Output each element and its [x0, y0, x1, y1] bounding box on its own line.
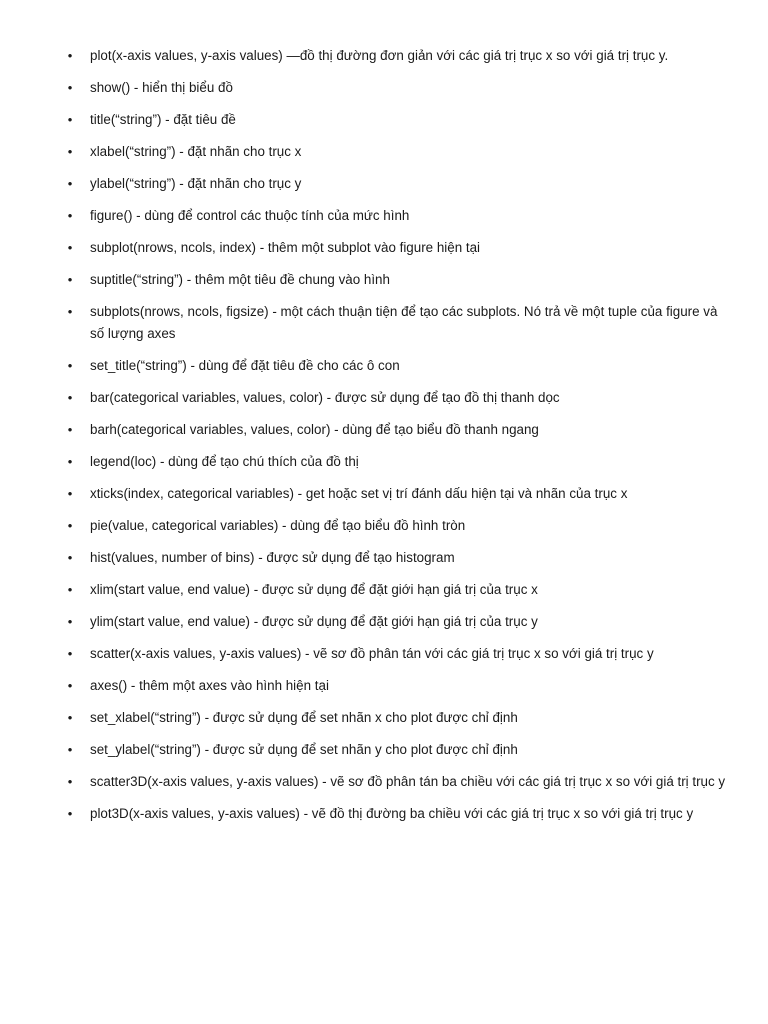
list-item-text: scatter(x-axis values, y-axis values) - vẽ sơ đồ phân tán với các giá trị trục x so với giá trị trục y — [90, 646, 654, 661]
list-item-text: figure() - dùng để control các thuộc tính của mức hình — [90, 208, 410, 223]
list-item-text: bar(categorical variables, values, color) - được sử dụng để tạo đồ thị thanh dọc — [90, 390, 560, 405]
list-item-text: subplot(nrows, ncols, index) - thêm một subplot vào figure hiện tại — [90, 240, 481, 255]
bullet-icon: • — [67, 358, 73, 373]
list-item — [66, 45, 726, 67]
list-item — [66, 643, 726, 665]
bullet-icon: • — [67, 390, 73, 405]
list-item-text: scatter3D(x-axis values, y-axis values) - vẽ sơ đồ phân tán ba chiều với các giá trị trục x so với giá trị trục y — [90, 774, 726, 789]
bullet-icon: • — [67, 550, 73, 565]
list-item-text: barh(categorical variables, values, color) - dùng để tạo biểu đồ thanh ngang — [90, 422, 539, 437]
list-item-text: hist(values, number of bins) - được sử dụng để tạo histogram — [90, 550, 455, 565]
bullet-icon: • — [67, 144, 73, 159]
list-item — [66, 579, 726, 601]
list-item — [66, 803, 726, 825]
bullet-icon: • — [67, 710, 73, 725]
list-item — [66, 483, 726, 505]
list-item — [66, 109, 726, 131]
list-item-text: legend(loc) - dùng để tạo chú thích của đồ thị — [90, 454, 359, 469]
list-item — [66, 707, 726, 729]
list-item-text: set_ylabel(“string”) - được sử dụng để set nhãn y cho plot được chỉ định — [90, 742, 518, 757]
list-item — [66, 355, 726, 377]
list-item — [66, 739, 726, 761]
list-item-text: show() - hiển thị biểu đồ — [90, 80, 233, 95]
list-item-text: xlabel(“string”) - đặt nhãn cho trục x — [90, 144, 302, 159]
bullet-icon: • — [67, 582, 73, 597]
bullet-icon: • — [67, 422, 73, 437]
bullet-icon: • — [67, 80, 73, 95]
list-item — [66, 611, 726, 633]
list-item — [66, 419, 726, 441]
function-bullet-list — [66, 45, 726, 835]
bullet-icon: • — [67, 646, 73, 661]
list-item — [66, 77, 726, 99]
bullet-icon: • — [67, 240, 73, 255]
bullet-icon: • — [67, 454, 73, 469]
list-item-text: ylabel(“string”) - đặt nhãn cho trục y — [90, 176, 302, 191]
list-item-text: set_xlabel(“string”) - được sử dụng để set nhãn x cho plot được chỉ định — [90, 710, 518, 725]
list-item — [66, 675, 726, 697]
bullet-icon: • — [67, 112, 73, 127]
list-item-text: suptitle(“string”) - thêm một tiêu đề chung vào hình — [90, 272, 390, 287]
list-item — [66, 269, 726, 291]
bullet-icon: • — [67, 176, 73, 191]
bullet-icon: • — [67, 678, 73, 693]
bullet-icon: • — [67, 304, 73, 319]
bullet-icon: • — [67, 486, 73, 501]
list-item — [66, 173, 726, 195]
list-item-text: subplots(nrows, ncols, figsize) - một cách thuận tiện để tạo các subplots. Nó trả về một tuple của figure và số lượng axes — [90, 304, 718, 341]
bullet-icon: • — [67, 48, 73, 63]
list-item — [66, 205, 726, 227]
list-item-text: plot3D(x-axis values, y-axis values) - vẽ đồ thị đường ba chiều với các giá trị trục x so với giá trị trục y — [90, 806, 694, 821]
list-item — [66, 141, 726, 163]
bullet-icon: • — [67, 614, 73, 629]
bullet-icon: • — [67, 774, 73, 789]
list-item — [66, 515, 726, 537]
list-item-text: title(“string”) - đặt tiêu đề — [90, 112, 236, 127]
bullet-icon: • — [67, 518, 73, 533]
list-item-text: xticks(index, categorical variables) - get hoặc set vị trí đánh dấu hiện tại và nhãn của trục x — [90, 486, 628, 501]
bullet-icon: • — [67, 742, 73, 757]
list-item — [66, 451, 726, 473]
list-item — [66, 237, 726, 259]
list-item — [66, 387, 726, 409]
list-item — [66, 547, 726, 569]
list-item-text: pie(value, categorical variables) - dùng để tạo biểu đồ hình tròn — [90, 518, 466, 533]
list-item-text: plot(x-axis values, y-axis values) —đồ thị đường đơn giản với các giá trị trục x so với giá trị trục y. — [90, 48, 669, 63]
list-item-text: xlim(start value, end value) - được sử dụng để đặt giới hạn giá trị của trục x — [90, 582, 538, 597]
bullet-icon: • — [67, 208, 73, 223]
bullet-icon: • — [67, 806, 73, 821]
list-item-text: axes() - thêm một axes vào hình hiện tại — [90, 678, 329, 693]
bullet-icon: • — [67, 272, 73, 287]
list-item — [66, 771, 726, 793]
list-item — [66, 301, 726, 345]
list-item-text: set_title(“string”) - dùng để đặt tiêu đề cho các ô con — [90, 358, 400, 373]
list-item-text: ylim(start value, end value) - được sử dụng để đặt giới hạn giá trị của trục y — [90, 614, 538, 629]
